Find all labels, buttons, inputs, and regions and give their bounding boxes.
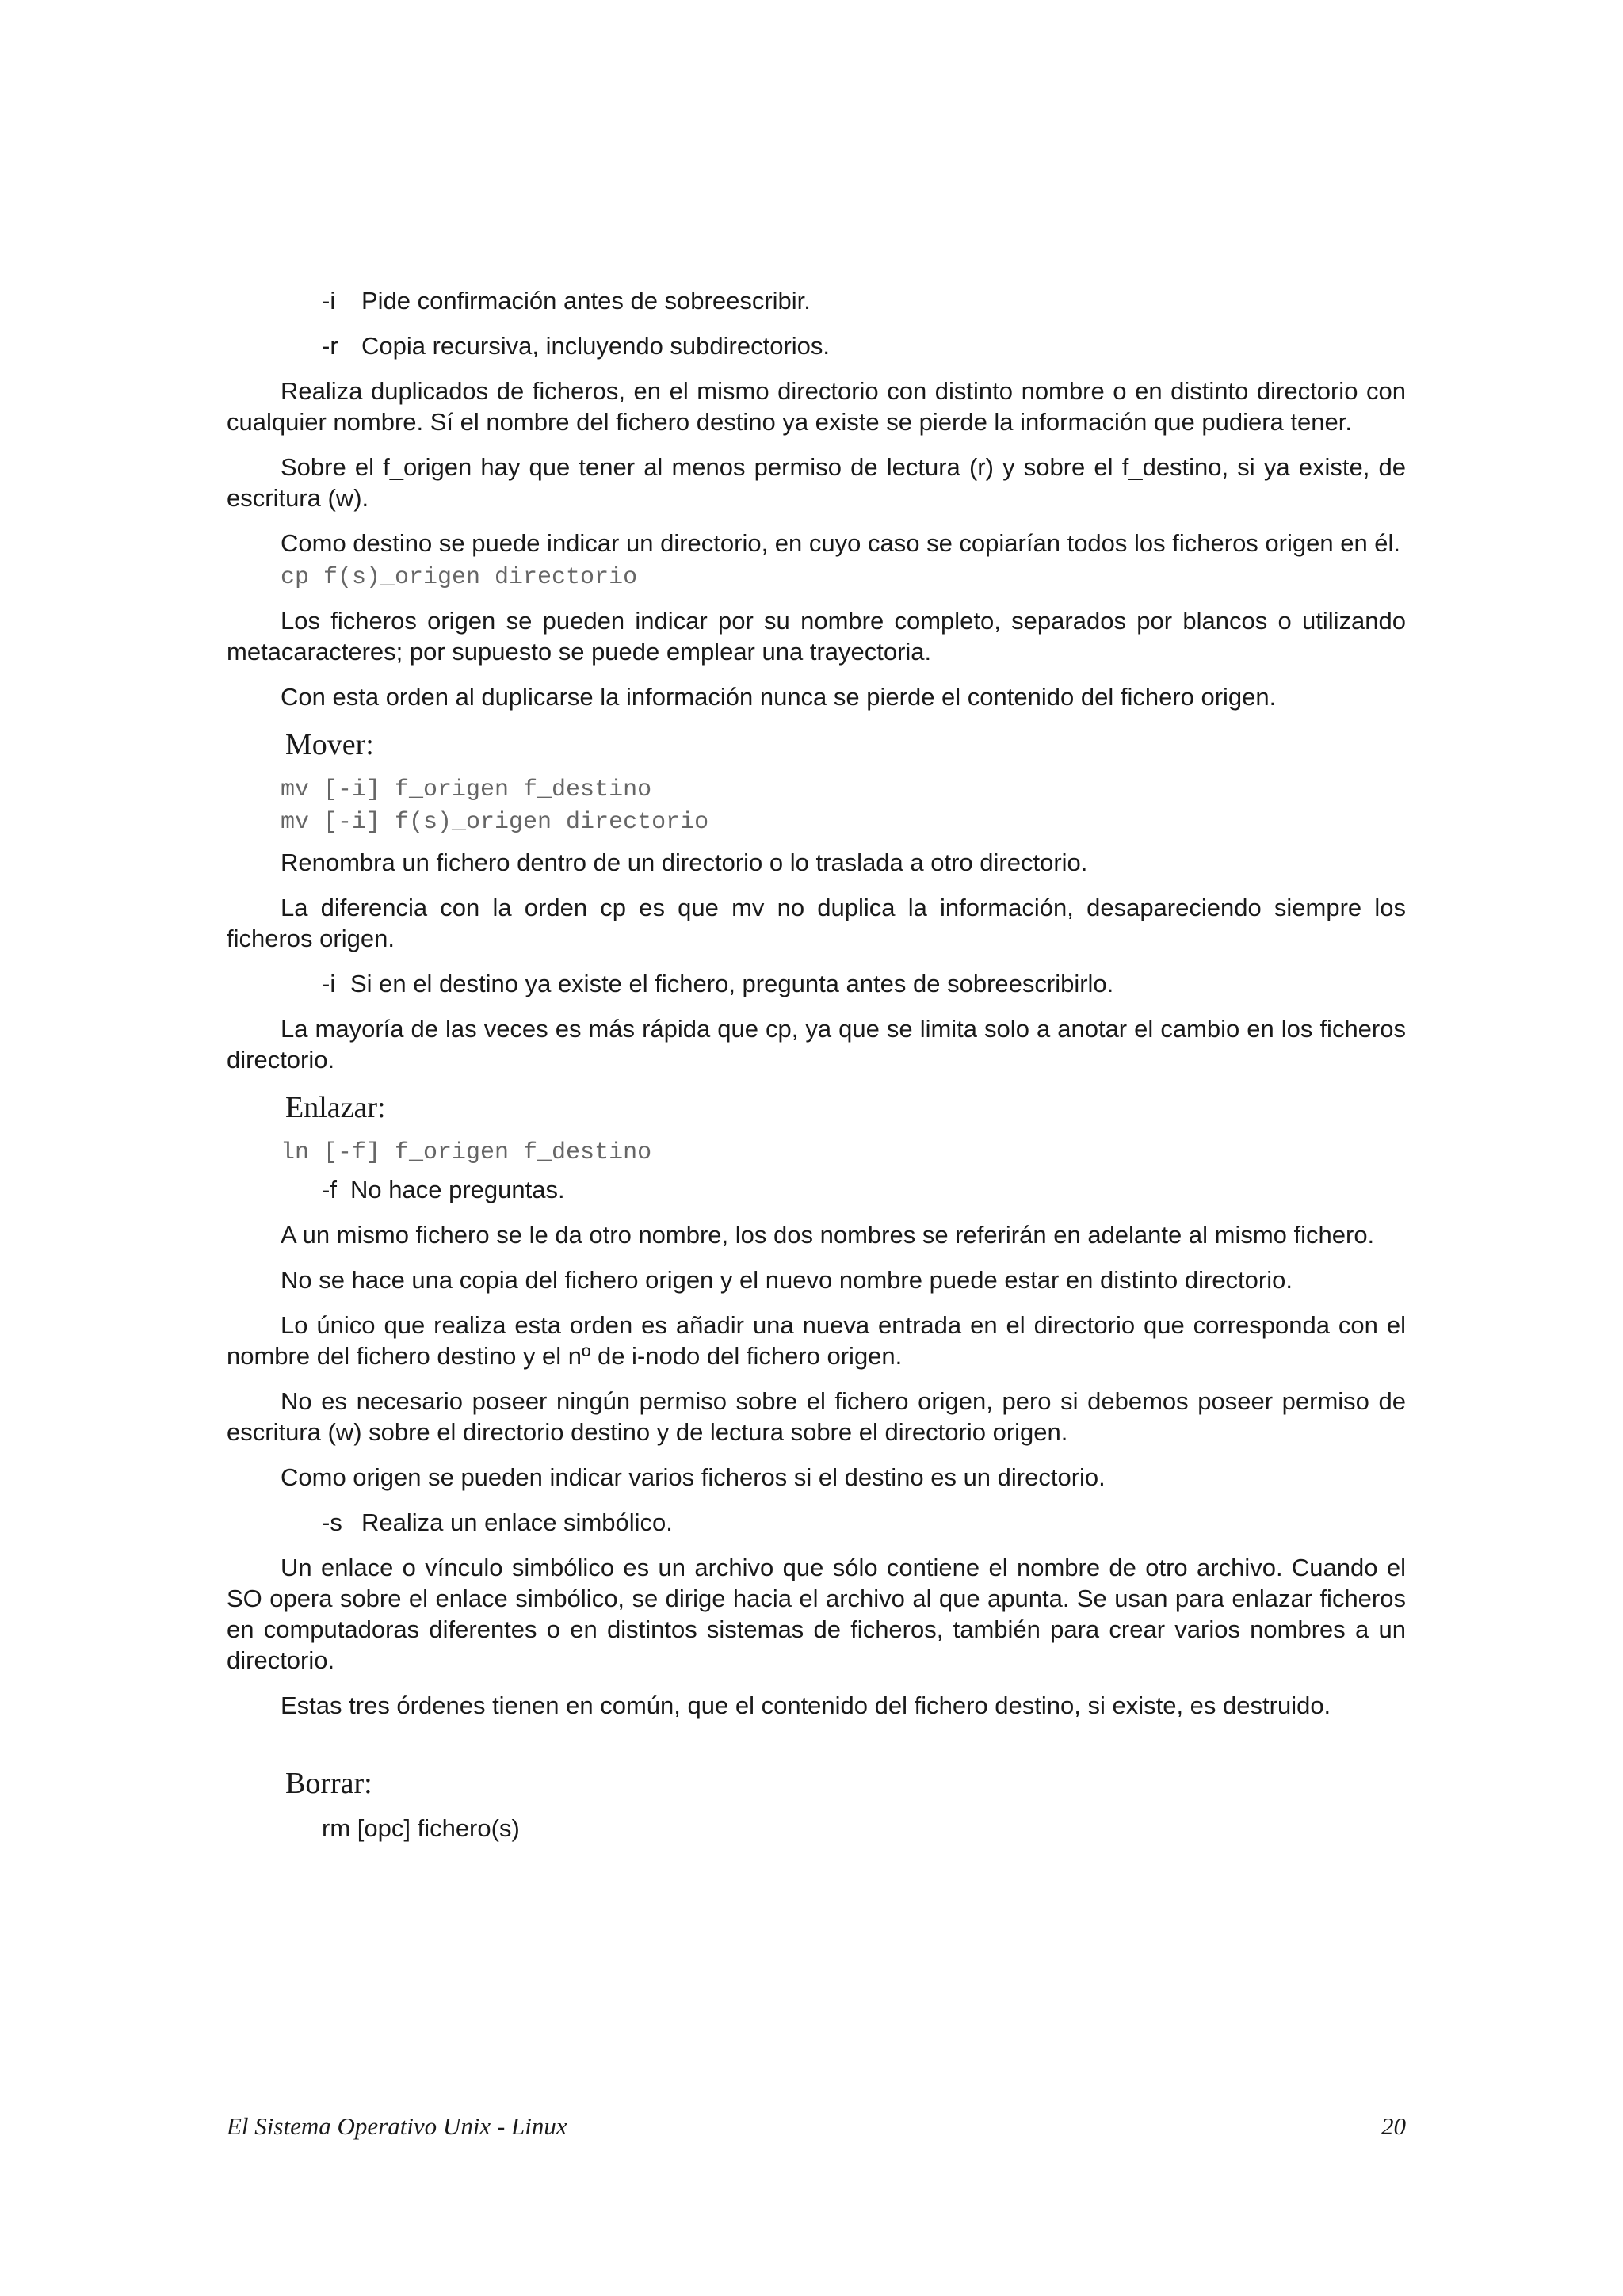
- option-s: [322, 1507, 1406, 1538]
- paragraph: Estas tres órdenes tienen en común, que el contenido del fichero destino, si existe, es destruido.: [281, 1691, 1331, 1719]
- option-flag: -f: [322, 1176, 337, 1203]
- page-number: 20: [1381, 2112, 1406, 2140]
- paragraph: Renombra un fichero dentro de un directorio o lo traslada a otro directorio.: [281, 849, 1088, 876]
- section-heading-enlazar: Enlazar:: [285, 1091, 386, 1124]
- paragraph: Realiza duplicados de ficheros, en el mismo directorio con distinto nombre o en distinto directorio con cualquier nombre. Sí el nombre del fichero destino ya existe se pierde la información que pudiera tener.: [227, 377, 1406, 436]
- code-block: [227, 562, 1406, 594]
- code-block: [227, 1137, 1406, 1169]
- option-text: Realiza un enlace simbólico.: [361, 1508, 673, 1536]
- borrar-syntax: rm [opc] fichero(s): [322, 1814, 520, 1842]
- option-r: [322, 330, 1406, 361]
- option-flag: -s: [322, 1508, 342, 1536]
- page-footer: [227, 2111, 1406, 2142]
- paragraph: La diferencia con la orden cp es que mv no duplica la información, desapareciendo siempre los ficheros origen.: [227, 894, 1406, 952]
- paragraph: A un mismo fichero se le da otro nombre, los dos nombres se referirán en adelante al mismo fichero.: [281, 1221, 1375, 1249]
- footer-title: El Sistema Operativo Unix - Linux: [227, 2112, 567, 2140]
- paragraph: La mayoría de las veces es más rápida que cp, ya que se limita solo a anotar el cambio en los ficheros directorio.: [227, 1015, 1406, 1074]
- option-f: [322, 1174, 1406, 1205]
- code-block: [227, 774, 1406, 839]
- option-flag: -i: [322, 970, 336, 997]
- paragraph: Con esta orden al duplicarse la información nunca se pierde el contenido del fichero origen.: [281, 683, 1277, 711]
- option-text: Copia recursiva, incluyendo subdirectorios.: [361, 332, 831, 360]
- code-line: mv [-i] f_origen f_destino: [281, 776, 652, 803]
- code-line: ln [-f] f_origen f_destino: [281, 1139, 652, 1166]
- option-flag: -i: [322, 287, 336, 315]
- page-content: [227, 285, 1406, 1858]
- section-heading-mover: Mover:: [285, 728, 374, 761]
- option-text: No hace preguntas.: [350, 1176, 565, 1203]
- option-i: [322, 968, 1406, 999]
- paragraph: Como destino se puede indicar un directorio, en cuyo caso se copiarían todos los ficheros origen en él.: [281, 529, 1401, 557]
- paragraph: No se hace una copia del fichero origen y el nuevo nombre puede estar en distinto directorio.: [281, 1266, 1293, 1294]
- code-line: cp f(s)_origen directorio: [281, 564, 638, 591]
- code-line: mv [-i] f(s)_origen directorio: [281, 809, 709, 836]
- paragraph: Como origen se pueden indicar varios ficheros si el destino es un directorio.: [281, 1463, 1106, 1491]
- section-heading-borrar: Borrar:: [285, 1767, 372, 1800]
- option-text: Pide confirmación antes de sobreescribir.: [361, 287, 811, 315]
- option-i: [322, 285, 1406, 316]
- paragraph: Sobre el f_origen hay que tener al menos permiso de lectura (r) y sobre el f_destino, si ya existe, de escritura (w).: [227, 453, 1406, 512]
- paragraph: No es necesario poseer ningún permiso sobre el fichero origen, pero si debemos poseer permiso de escritura (w) sobre el directorio destino y de lectura sobre el directorio origen.: [227, 1387, 1406, 1446]
- paragraph: Los ficheros origen se pueden indicar por su nombre completo, separados por blancos o utilizando metacaracteres; por supuesto se puede emplear una trayectoria.: [227, 607, 1406, 666]
- paragraph: Un enlace o vínculo simbólico es un archivo que sólo contiene el nombre de otro archivo. Cuando el SO opera sobre el enlace simbólico, se dirige hacia el archivo al que apunta. Se usan para enlazar ficheros en computadoras diferentes o en distintos sistemas de ficheros, también para crear varios nombres a un directorio.: [227, 1554, 1406, 1674]
- paragraph: Lo único que realiza esta orden es añadir una nueva entrada en el directorio que corresponda con el nombre del fichero destino y el nº de i-nodo del fichero origen.: [227, 1311, 1406, 1370]
- option-text: Si en el destino ya existe el fichero, pregunta antes de sobreescribirlo.: [350, 970, 1114, 997]
- option-flag: -r: [322, 332, 338, 360]
